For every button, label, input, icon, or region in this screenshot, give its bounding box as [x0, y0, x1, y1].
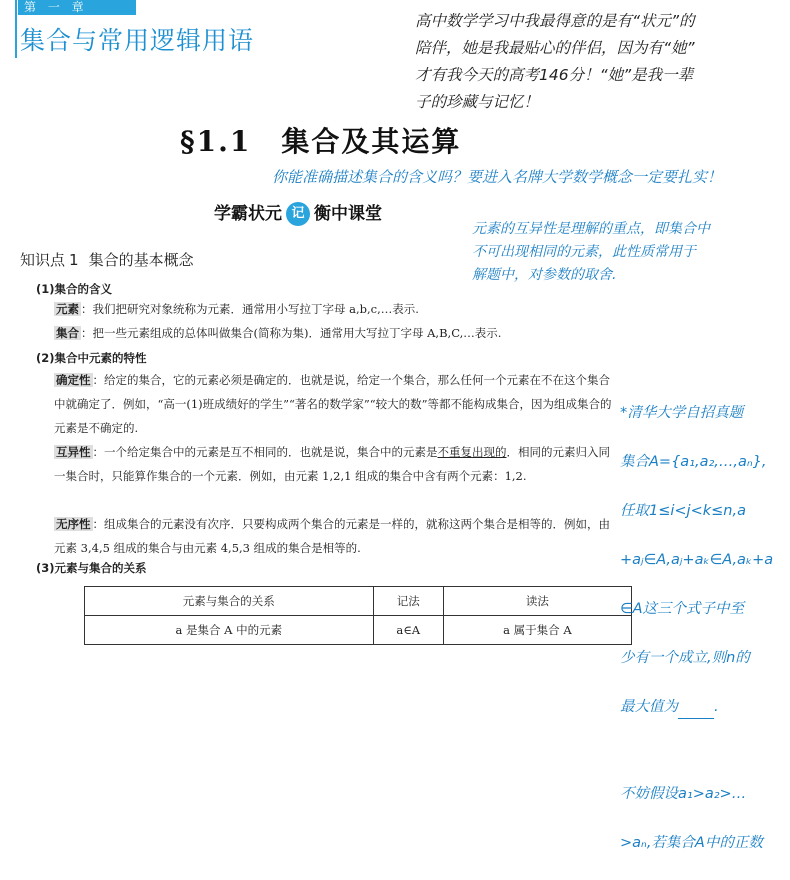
problem-line: ∈A这三个式子中至: [620, 600, 745, 617]
assume-line: >aₙ,若集合A中的正数: [620, 835, 763, 851]
knowledge-point-title: [20, 249, 194, 270]
table-cell: a 是集合 A 中的元素: [85, 616, 374, 645]
element-term: 元素: [56, 302, 79, 316]
unordered-text: ：组成集合的元素没有次序．只要构成两个集合的元素是一样的，就称这两个集合是相等的．例如，由元素 3,4,5 组成的集合与由元素 4,5,3 组成的集合是相等的.: [54, 517, 610, 555]
chapter-rule: [15, 0, 17, 58]
table-header: 元素与集合的关系: [85, 587, 374, 616]
distinct-underline: 不重复出现的: [437, 445, 507, 459]
kp-label: 知识点: [20, 251, 66, 269]
element-definition: [54, 297, 619, 321]
handwritten-note-question: 你能准确描述集合的含义吗？要进入名牌大学数学概念一定要扎实！: [272, 168, 723, 186]
chapter-title: 集合与常用逻辑用语: [20, 26, 255, 55]
element-text: ：我们把研究对象统称为元素．通常用小写拉丁字母 a,b,c,…表示.: [81, 302, 419, 316]
set-term: 集合: [56, 326, 79, 340]
handwritten-note-top: 高中数学学习中我最得意的是有“状元”的 陪伴，她是我最贴心的伴侣，因为有“她” 才有我今天的高考146分！“她”是我一辈 子的珍藏与记忆！: [415, 12, 695, 111]
banner-mark-icon: 记: [286, 202, 310, 226]
chapter-header: [18, 0, 398, 62]
table-cell: a∈A: [373, 616, 443, 645]
table-header: 记法: [373, 587, 443, 616]
chapter-tag: 第 一 章: [18, 0, 136, 15]
table-header: 读法: [443, 587, 631, 616]
subheading-2: (2)集合中元素的特性: [36, 351, 147, 365]
subheading-1: (1)集合的含义: [36, 282, 113, 296]
table-header-row: [85, 587, 632, 616]
set-text: ：把一些元素组成的总体叫做集合(简称为集)．通常用大写拉丁字母 A,B,C,…表示.: [81, 326, 502, 340]
table-cell: a 属于集合 A: [443, 616, 631, 645]
distinct-term: 互异性: [56, 445, 91, 459]
distinct-text-b: ．相同的元素归入同一集合时，只能算作集合的一个元素．例如，由元素 1,2,1 组成的集合中含有两个元素：1,2.: [54, 445, 610, 483]
problem-line: +aⱼ∈A,aⱼ+aₖ∈A,aₖ+a: [620, 551, 774, 568]
kp-heading: 集合的基本概念: [88, 251, 194, 269]
kp-number: 1: [69, 251, 79, 269]
problem-line: 集合A={a₁,a₂,…,aₙ},: [620, 453, 767, 470]
set-definition: [54, 321, 619, 345]
relation-table: [84, 586, 632, 646]
banner-left: 学霸状元: [214, 204, 282, 224]
problem-line: 任取1≤i<j<k≤n,a: [620, 502, 746, 519]
distinct-text-a: ：一个给定集合中的元素是互不相同的．也就是说，集合中的元素是: [92, 445, 438, 459]
handwritten-note-element: 元素的互异性是理解的重点，即集合中 不可出现相同的元素，此性质常用于 解题中，对参数的取舍.: [472, 221, 710, 283]
table-row: [85, 616, 632, 645]
banner-right: 衡中课堂: [314, 204, 382, 224]
unordered-paragraph: [54, 512, 619, 560]
definite-term: 确定性: [56, 373, 91, 387]
definite-text: ：给定的集合，它的元素必须是确定的．也就是说，给定一个集合，那么任何一个元素在不在这个集合中就确定了．例如，“高一(1)班成绩好的学生”“著名的数学家”“较大的数”等都不能构成集合，因为组成集合的元素是不确定的.: [54, 373, 612, 435]
answer-blank: [678, 704, 714, 719]
problem-line: 少有一个成立,则n的: [620, 649, 750, 666]
section-title: §1.1 集合及其运算: [180, 125, 462, 158]
banner: [214, 199, 382, 226]
definiteness-paragraph: [54, 368, 619, 440]
unordered-term: 无序性: [56, 517, 91, 531]
problem-line: *清华大学自招真题: [620, 404, 744, 421]
distinctness-paragraph: [54, 440, 619, 488]
handwritten-note-problem: [620, 376, 790, 880]
problem-line-last: 最大值为 .: [620, 695, 790, 720]
assume-line: 不妨假设a₁>a₂>…: [620, 786, 747, 802]
subheading-3: (3)元素与集合的关系: [36, 561, 147, 575]
